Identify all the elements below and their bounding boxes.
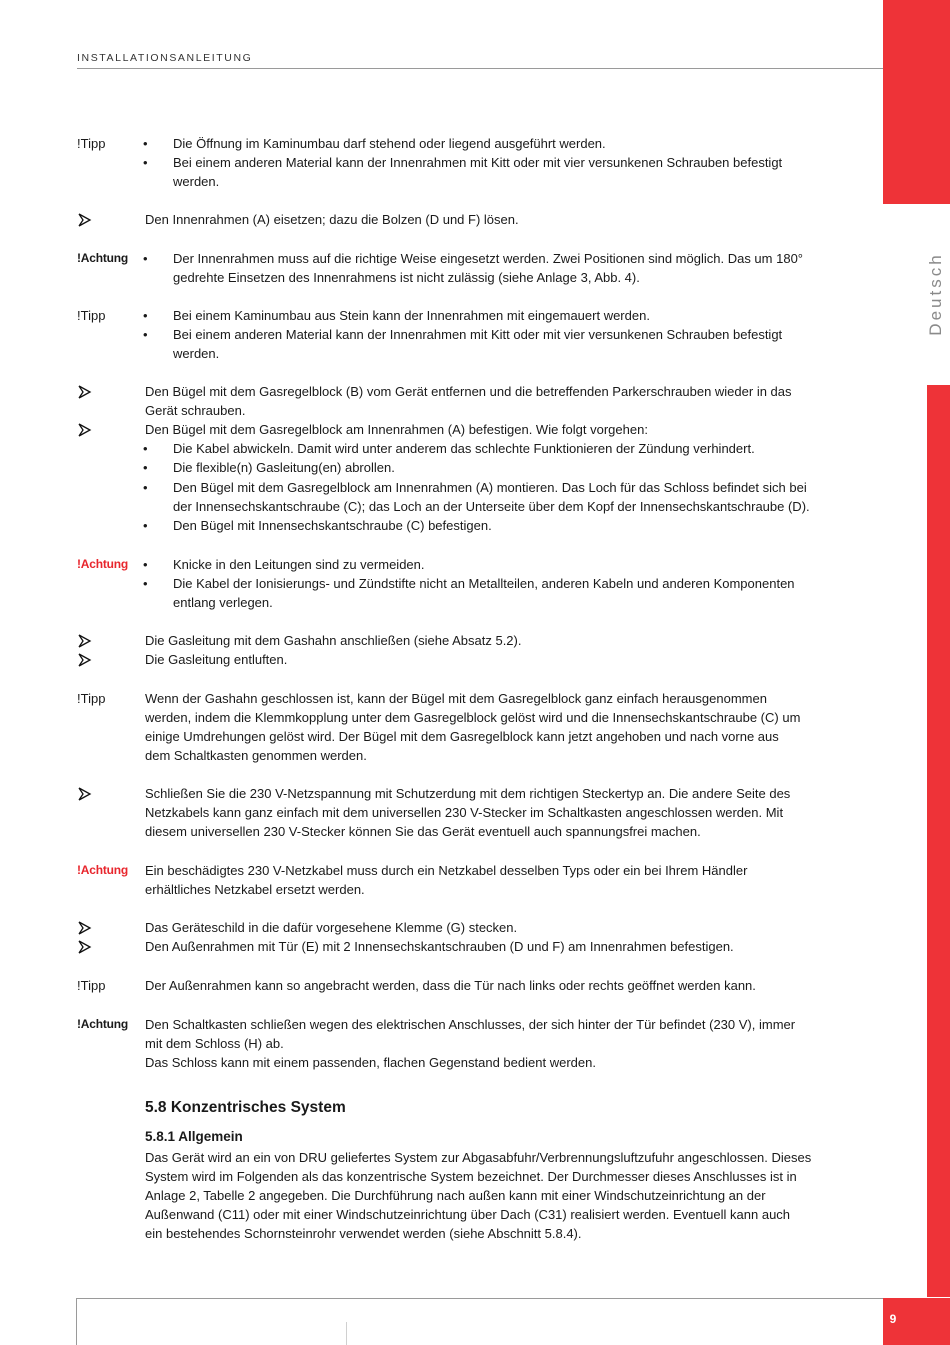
list-item: Den Bügel mit Innensechskantschraube (C) befestigen. — [173, 518, 492, 533]
bullet: • — [143, 441, 148, 456]
tipp-label: !Tipp — [77, 691, 106, 706]
paragraph-line: einige Umdrehungen gelöst wird. Der Bügel mit dem Gasregelblock kann jetzt angehoben und nach vorne aus — [145, 729, 779, 744]
step-text-continued: Gerät schrauben. — [145, 403, 246, 418]
achtung-label: !Achtung — [77, 1017, 129, 1031]
list-item: Bei einem anderen Material kann der Innenrahmen mit Kitt oder mit vier versunkenen Schrauben befestigt — [173, 327, 783, 342]
paragraph-line: Ein beschädigtes 230 V-Netzkabel muss durch ein Netzkabel desselben Typs oder ein bei Ihrem Händler — [145, 863, 748, 878]
paragraph-line: Anlage 2, Tabelle 2 angegeben. Die Durchführung nach außen kann mit einer Windschutzeinrichtung an der — [145, 1188, 766, 1203]
step-arrow-icon — [77, 382, 93, 401]
paragraph-line: erhältliches Netzkabel ersetzt werden. — [145, 882, 365, 897]
list-item: Bei einem Kaminumbau aus Stein kann der Innenrahmen mit eingemauert werden. — [173, 308, 650, 323]
step-arrow-icon — [77, 784, 93, 803]
paragraph-line: dem Schaltkasten genommen werden. — [145, 748, 367, 763]
list-item: Der Innenrahmen muss auf die richtige Weise eingesetzt werden. Zwei Positionen sind möglich. Das um 180° — [173, 251, 803, 266]
step-text: Den Außenrahmen mit Tür (E) mit 2 Innensechskantschrauben (D und F) am Innenrahmen befestigen. — [145, 939, 734, 954]
step-text-continued: diesem universellen 230 V-Stecker können Sie das Gerät eventuell auch spannungsfrei machen. — [145, 824, 701, 839]
page-number: 9 — [889, 1312, 897, 1326]
list-item: Knicke in den Leitungen sind zu vermeiden. — [173, 557, 425, 572]
language-tab-label: Deutsch — [926, 252, 945, 336]
list-item: Die flexible(n) Gasleitung(en) abrollen. — [173, 460, 395, 475]
step-text: Schließen Sie die 230 V-Netzspannung mit Schutzerdung mit dem richtigen Steckertyp an. Die andere Seite des — [145, 786, 791, 801]
bullet: • — [143, 576, 148, 591]
list-item-continued: werden. — [173, 346, 220, 361]
list-item: Bei einem anderen Material kann der Innenrahmen mit Kitt oder mit vier versunkenen Schrauben befestigt — [173, 155, 783, 170]
step-text-continued: Netzkabels kann ganz einfach mit dem universellen 230 V-Stecker im Schaltkasten angeschlossen werden. Mit — [145, 805, 784, 820]
step-arrow-icon — [77, 650, 93, 669]
paragraph-line: Den Schaltkasten schließen wegen des elektrischen Anschlusses, der sich hinter der Tür befindet (230 V), immer — [145, 1017, 796, 1032]
list-item-continued: der Innensechskantschraube (C); das Loch an der Unterseite über dem Kopf der Innensechskantschraube (D). — [173, 499, 810, 514]
list-item: Die Öffnung im Kaminumbau darf stehend oder liegend ausgeführt werden. — [173, 136, 606, 151]
step-arrow-icon — [77, 918, 93, 937]
tipp-label: !Tipp — [77, 308, 106, 323]
paragraph-line: ein bestehendes Schornsteinrohr verwendet werden (siehe Abschnitt 5.8.4). — [145, 1226, 582, 1241]
achtung-label: !Achtung — [77, 557, 129, 571]
paragraph-line: mit dem Schloss (H) ab. — [145, 1036, 284, 1051]
red-tab-top — [883, 0, 950, 204]
bullet: • — [143, 460, 148, 475]
bullet: • — [143, 136, 148, 151]
list-item-continued: werden. — [173, 174, 220, 189]
achtung-label: !Achtung — [77, 251, 129, 265]
paragraph-line: Der Außenrahmen kann so angebracht werden, dass die Tür nach links oder rechts geöffnet werden kann. — [145, 978, 756, 993]
tipp-label: !Tipp — [77, 978, 106, 993]
paragraph-line: System wird im Folgenden als das konzentrische System bezeichnet. Der Durchmesser dieses Anschlusses ist in — [145, 1169, 797, 1184]
step-text: Den Bügel mit dem Gasregelblock am Innenrahmen (A) befestigen. Wie folgt vorgehen: — [145, 422, 648, 437]
step-arrow-icon — [77, 631, 93, 650]
step-arrow-icon — [77, 937, 93, 956]
tipp-label: !Tipp — [77, 136, 106, 151]
paragraph-line: Außenwand (C11) oder mit einer Windschutzeinrichtung über Dach (C31) realisiert werden. Eventuell kann auch — [145, 1207, 791, 1222]
paragraph-line: Das Schloss kann mit einem passenden, flachen Gegenstand bedient werden. — [145, 1055, 596, 1070]
list-item-continued: gedrehte Einsetzen des Innenrahmens ist nicht zulässig (siehe Anlage 3, Abb. 4). — [173, 270, 640, 285]
list-item: Den Bügel mit dem Gasregelblock am Innenrahmen (A) montieren. Das Loch für das Schloss befindet sich bei — [173, 480, 807, 495]
step-text: Den Innenrahmen (A) eisetzen; dazu die Bolzen (D und F) lösen. — [145, 212, 519, 227]
bullet: • — [143, 518, 148, 533]
step-text: Die Gasleitung entluften. — [145, 652, 288, 667]
step-arrow-icon — [77, 420, 93, 439]
step-arrow-icon — [77, 210, 93, 229]
bullet: • — [143, 480, 148, 495]
achtung-label: !Achtung — [77, 863, 129, 877]
footer-tick — [346, 1322, 347, 1345]
footer-left-line — [76, 1298, 77, 1345]
list-item: Die Kabel abwickeln. Damit wird unter anderem das schlechte Funktionieren der Zündung verhindert. — [173, 441, 755, 456]
subsection-heading: 5.8.1 Allgemein — [145, 1129, 243, 1144]
header-rule — [77, 68, 883, 69]
section-heading: 5.8 Konzentrisches System — [145, 1099, 346, 1116]
step-text: Die Gasleitung mit dem Gashahn anschließen (siehe Absatz 5.2). — [145, 633, 522, 648]
list-item-continued: entlang verlegen. — [173, 595, 273, 610]
footer-rule — [77, 1298, 883, 1299]
bullet: • — [143, 251, 148, 266]
red-side-bar — [927, 385, 950, 1297]
bullet: • — [143, 557, 148, 572]
step-text: Das Geräteschild in die dafür vorgesehene Klemme (G) stecken. — [145, 920, 518, 935]
list-item: Die Kabel der Ionisierungs- und Zündstifte nicht an Metallteilen, anderen Kabeln und anderen Komponenten — [173, 576, 795, 591]
paragraph-line: werden, indem die Klemmkopplung unter dem Gasregelblock gelöst wird und die Innensechskantschraube (C) um — [145, 710, 801, 725]
bullet: • — [143, 155, 148, 170]
document-header-title: INSTALLATIONSANLEITUNG — [77, 52, 253, 64]
paragraph-line: Wenn der Gashahn geschlossen ist, kann der Bügel mit dem Gasregelblock ganz einfach herausgenommen — [145, 691, 767, 706]
bullet: • — [143, 327, 148, 342]
bullet: • — [143, 308, 148, 323]
step-text: Den Bügel mit dem Gasregelblock (B) vom Gerät entfernen und die betreffenden Parkerschrauben wieder in das — [145, 384, 792, 399]
paragraph-line: Das Gerät wird an ein von DRU geliefertes System zur Abgasabfuhr/Verbrennungsluftzufuhr angeschlossen. Dieses — [145, 1150, 812, 1165]
